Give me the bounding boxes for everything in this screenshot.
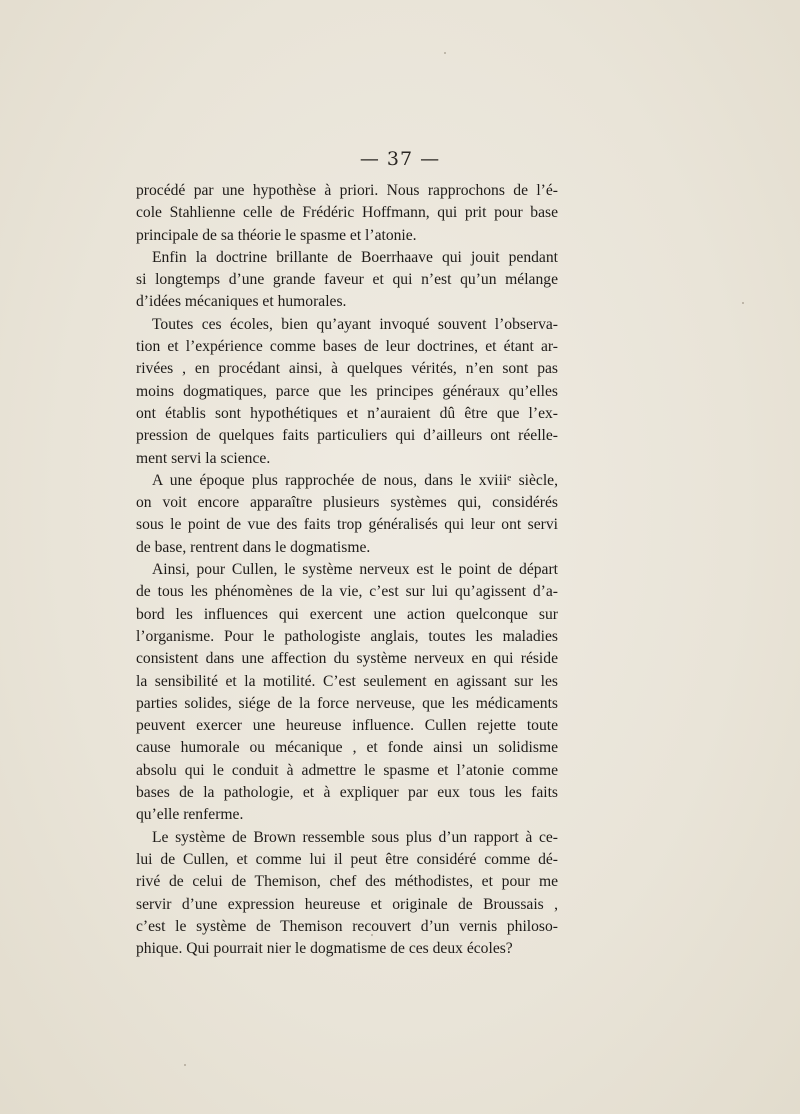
text-line: absolu qui le conduit à admettre le spasme et l’atonie comme (136, 761, 558, 779)
text-line: peuvent exercer une heureuse influence. Cullen rejette toute (136, 717, 558, 735)
text-line: bases de la pathologie, et à expliquer par eux tous les faits (136, 784, 558, 802)
text-line: parties solides, siége de la force nerveuse, que les médicaments (136, 694, 558, 712)
text-line: la sensibilité et la motilité. C’est seulement en agissant sur les (136, 672, 558, 690)
page-number: — 37 — (359, 148, 441, 170)
text-line: Le système de Brown ressemble sous plus d’un rapport à ce- (152, 828, 558, 846)
paragraph (136, 247, 558, 314)
text-line: rivé de celui de Themison, chef des méthodistes, et pour me (136, 873, 558, 891)
text-line: consistent dans une affection du système nerveux en qui réside (136, 650, 558, 668)
text-line: servir d’une expression heureuse et originale de Broussais , (136, 895, 558, 913)
text-line: ont établis sont hypothétiques et n’auraient dû être que l’ex- (136, 404, 558, 422)
text-line: c’est le système de Themison recouvert d’un vernis philoso- (136, 917, 558, 935)
text-line: principale de sa théorie le spasme et l’atonie. (136, 226, 417, 244)
text-line: de tous les phénomènes de la vie, c’est sur lui qu’agissent d’a- (136, 583, 558, 601)
text-line: de base, rentrent dans le dogmatisme. (136, 538, 371, 556)
paragraph (136, 559, 558, 827)
text-line: l’organisme. Pour le pathologiste anglais, toutes les maladies (136, 627, 558, 645)
text-line: Enfin la doctrine brillante de Boerrhaave qui jouit pendant (152, 248, 558, 266)
text-line: tion et l’expérience comme bases de leur doctrines, et étant ar- (136, 338, 558, 356)
text-line: d’idées mécaniques et humorales. (136, 293, 347, 311)
text-line: lui de Cullen, et comme lui il peut être considéré comme dé- (136, 850, 558, 868)
text-line: si longtemps d’une grande faveur et qui n’est qu’un mélange (136, 271, 558, 289)
paragraph (136, 180, 558, 247)
text-line: sous le point de vue des faits trop généralisés qui leur ont servi (136, 516, 558, 534)
text-line: on voit encore apparaître plusieurs systèmes qui, considérés (136, 494, 558, 512)
text-line: A une époque plus rapprochée de nous, dans le xviiiᵉ siècle, (152, 471, 558, 489)
body-text (136, 180, 558, 960)
paper-speck (742, 302, 744, 304)
text-line: moins dogmatiques, parce que les principes généraux qu’elles (136, 382, 558, 400)
text-line: Toutes ces écoles, bien qu’ayant invoqué souvent l’observa- (152, 315, 558, 333)
text-line: phique. Qui pourrait nier le dogmatisme de ces deux écoles? (136, 940, 513, 958)
text-line: Ainsi, pour Cullen, le système nerveux est le point de départ (152, 561, 558, 579)
text-line: qu’elle renferme. (136, 806, 244, 824)
text-line: cole Stahlienne celle de Frédéric Hoffmann, qui prit pour base (136, 204, 558, 222)
paper-speck (444, 52, 446, 54)
text-line: cause humorale ou mécanique , et fonde ainsi un solidisme (136, 739, 558, 757)
text-line: rivées , en procédant ainsi, à quelques vérités, n’en sont pas (136, 360, 558, 378)
paragraph (136, 314, 558, 470)
text-line: procédé par une hypothèse à priori. Nous rapprochons de l’é- (136, 182, 558, 199)
text-line: pression de quelques faits particuliers qui d’ailleurs ont réelle- (136, 427, 558, 445)
text-line: bord les influences qui exercent une action quelconque sur (136, 605, 558, 623)
paragraph (136, 827, 558, 961)
text-line: ment servi la science. (136, 449, 271, 467)
paper-speck (184, 1064, 186, 1066)
paragraph (136, 470, 558, 559)
